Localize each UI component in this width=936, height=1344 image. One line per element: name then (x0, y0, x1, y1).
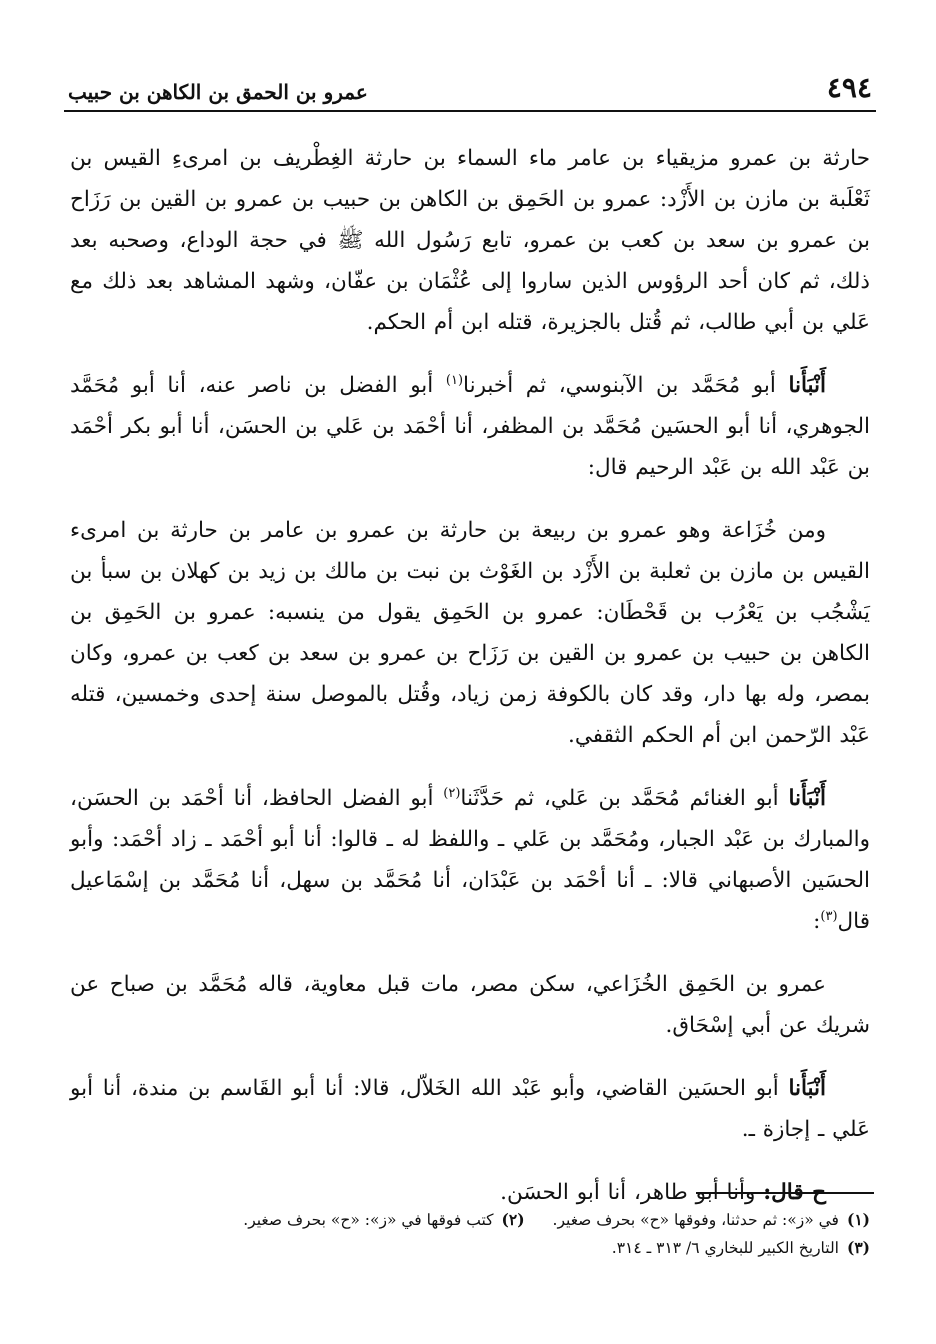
footnote-number: (٣) (846, 1238, 870, 1257)
footnote-ref-1: (١) (445, 372, 464, 388)
paragraph-text: ومن خُزَاعة وهو عمرو بن ربيعة بن حارثة بن عمرو بن عامر بن حارثة بن امرىء القيس بن مازن بن ثعلبة بن الأَزْد بن الغَوْث بن نبت بن مالك بن زيد بن كهلان بن سبأ بن يَشْجُب بن يَعْرُب بن قَحْطَان: عمرو بن الحَمِق يقول من ينسبه: عمرو بن الحَمِق بن الكاهن بن حبيب بن عمرو بن القين بن رَزَاح بن عمرو بن سعد بن كعب بن عمرو، وكان بمصر، وله بها دار، وقد كان بالكوفة زمن زياد، وقُتل بالموصل سنة إحدى وخمسين، قتله عَبْد الرّحمن ابن أم الحكم الثقفي. (70, 518, 870, 748)
paragraph-text-tail: أبو الفضل بن ناصر عنه، أنا أبو مُحَمَّد الجوهري، أنا أبو الحسَين مُحَمَّد بن المظفر، أنا أحْمَد بن عَلي بن الحسَن، أنا أبو بكر أحْمَد بن عَبْد الله بن عَبْد الرحيم قال: (70, 373, 870, 480)
paragraph-text-tail: أبو الفضل الحافظ، أنا أحْمَد بن الحسَن، والمبارك بن عَبْد الجبار، ومُحَمَّد بن عَلي ـ واللفظ له ـ قالوا: أنا أبو أحْمَد ـ زاد أحْمَد: وأبو الحسَين الأصبهاني قالا: ـ أنا أحْمَد بن عَبْدَان، أنا مُحَمَّد بن سهل، أنا مُحَمَّد بن إسْمَاعيل قال (70, 786, 870, 934)
paragraph-text: وأنا أبو طاهر، أنا أبو الحسَن. (500, 1180, 764, 1205)
page-header (64, 62, 876, 112)
paragraph-1 (70, 138, 870, 343)
paragraph-6 (70, 1068, 870, 1150)
footnote-number: (٢) (501, 1210, 525, 1229)
footnote-1 (553, 1206, 870, 1234)
footnote-row (70, 1206, 870, 1234)
page-body (64, 138, 876, 1213)
paragraph-3 (70, 510, 870, 756)
paragraph-text: أبو الحسَين القاضي، وأبو عَبْد الله الخَلاّل، قالا: أنا أبو القَاسم بن مندة، أنا أبو عَلي ـ إجازة ـ. (70, 1076, 870, 1142)
paragraph-end: : (813, 909, 821, 934)
footnote-ref-3: (٣) (820, 908, 838, 924)
running-title: عمرو بن الحمق بن الكاهن بن حبيب (68, 80, 368, 104)
footnote-text: في «ز»: ثم حدثنا، وفوقها «ح» بحرف صغير. (552, 1211, 839, 1229)
paragraph-text: أبو مُحَمَّد بن الآبنوسي، ثم أخبرنا (463, 373, 789, 398)
paragraph-5 (70, 964, 870, 1046)
paragraph-2 (70, 365, 870, 488)
page-number: ٤٩٤ (826, 71, 872, 104)
paragraph-label: أَنْبَأَنا (788, 786, 826, 811)
footnote-text: كتب فوقها في «ز»: «ح» بحرف صغير. (243, 1211, 494, 1229)
paragraph-4 (70, 778, 870, 942)
footnote-3 (612, 1234, 870, 1262)
footnote-2 (243, 1206, 524, 1234)
footnote-number: (١) (846, 1210, 870, 1229)
footnote-text: التاريخ الكبير للبخاري ٦/ ٣١٣ ـ ٣١٤. (611, 1239, 839, 1257)
footnote-ref-2: (٢) (443, 785, 461, 801)
paragraph-label: أَنْبَأَنا (788, 373, 826, 398)
paragraph-label: أَنْبَأَنا (788, 1076, 826, 1101)
paragraph-text: أبو الغنائم مُحَمَّد بن عَلي، ثم حَدَّثَنا (460, 786, 789, 811)
paragraph-text: حارثة بن عمرو مزيقياء بن عامر ماء السماء بن حارثة الغِطْريف بن امرىءِ القيس بن ثَعْلَبة بن مازن بن الأَزْد: عمرو بن الحَمِق بن الكاهن بن حبيب بن عمرو بن القين بن رَزَاح بن عمرو بن سعد بن كعب بن عمرو، تابع رَسُول الله ﷺ في حجة الوداع، وصحبه بعد ذلك، ثم كان أحد الرؤوس الذين ساروا إلى عُثْمَان بن عفّان، وشهد المشاهد بعد ذلك مع عَلي بن أبي طالب، ثم قُتل بالجزيرة، قتله ابن أم الحكم. (70, 146, 870, 335)
paragraph-text: عمرو بن الحَمِق الخُزَاعي، سكن مصر، مات قبل معاوية، قاله مُحَمَّد بن صباح عن شريك عن أبي إسْحَاق. (70, 972, 870, 1038)
footnote-row (70, 1234, 870, 1262)
footnote-divider (696, 1192, 874, 1194)
paragraph-label: ح قال: (763, 1180, 826, 1205)
footnotes (70, 1206, 870, 1262)
